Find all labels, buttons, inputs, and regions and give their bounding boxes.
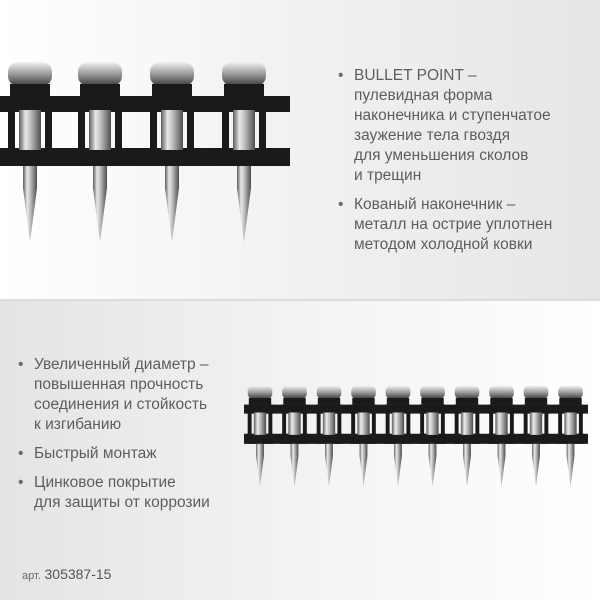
- feature-zinc-coating: • Цинковое покрытие для защиты от коррозии: [16, 473, 256, 513]
- feature-bullet-point: • BULLET POINT – пулевидная форма наконечника и ступенчатое заужение тела гвоздя для уменьшения сколов и трещин: [336, 66, 594, 186]
- nail-3: [148, 62, 196, 242]
- nail-5: [385, 386, 412, 487]
- article-value: 305387-15: [44, 566, 112, 582]
- nail-strip-full-image: [244, 380, 588, 495]
- bottom-feature-list: [16, 355, 256, 522]
- article-number: [22, 566, 111, 582]
- nail-2: [76, 62, 124, 242]
- nail-2: [281, 386, 308, 487]
- nail-1: [6, 62, 54, 242]
- panel-divider: [0, 299, 600, 301]
- nail-4: [350, 386, 377, 487]
- nail-6: [419, 386, 446, 487]
- nail-3: [316, 386, 343, 487]
- article-label: арт.: [22, 570, 41, 582]
- nail-4: [220, 62, 268, 242]
- feature-diameter: • Увеличенный диаметр – повышенная прочность соединения и стойкость к изгибанию: [16, 355, 256, 435]
- nail-8: [488, 386, 515, 487]
- nail-9: [523, 386, 550, 487]
- feature-forged-tip: • Кованый наконечник – металл на острие уплотнен методом холодной ковки: [336, 195, 594, 255]
- nail-strip-closeup-image: [0, 52, 290, 252]
- top-feature-list: [336, 66, 594, 264]
- feature-fast-mount: • Быстрый монтаж: [16, 444, 256, 464]
- nail-10: [557, 386, 584, 487]
- nail-7: [454, 386, 481, 487]
